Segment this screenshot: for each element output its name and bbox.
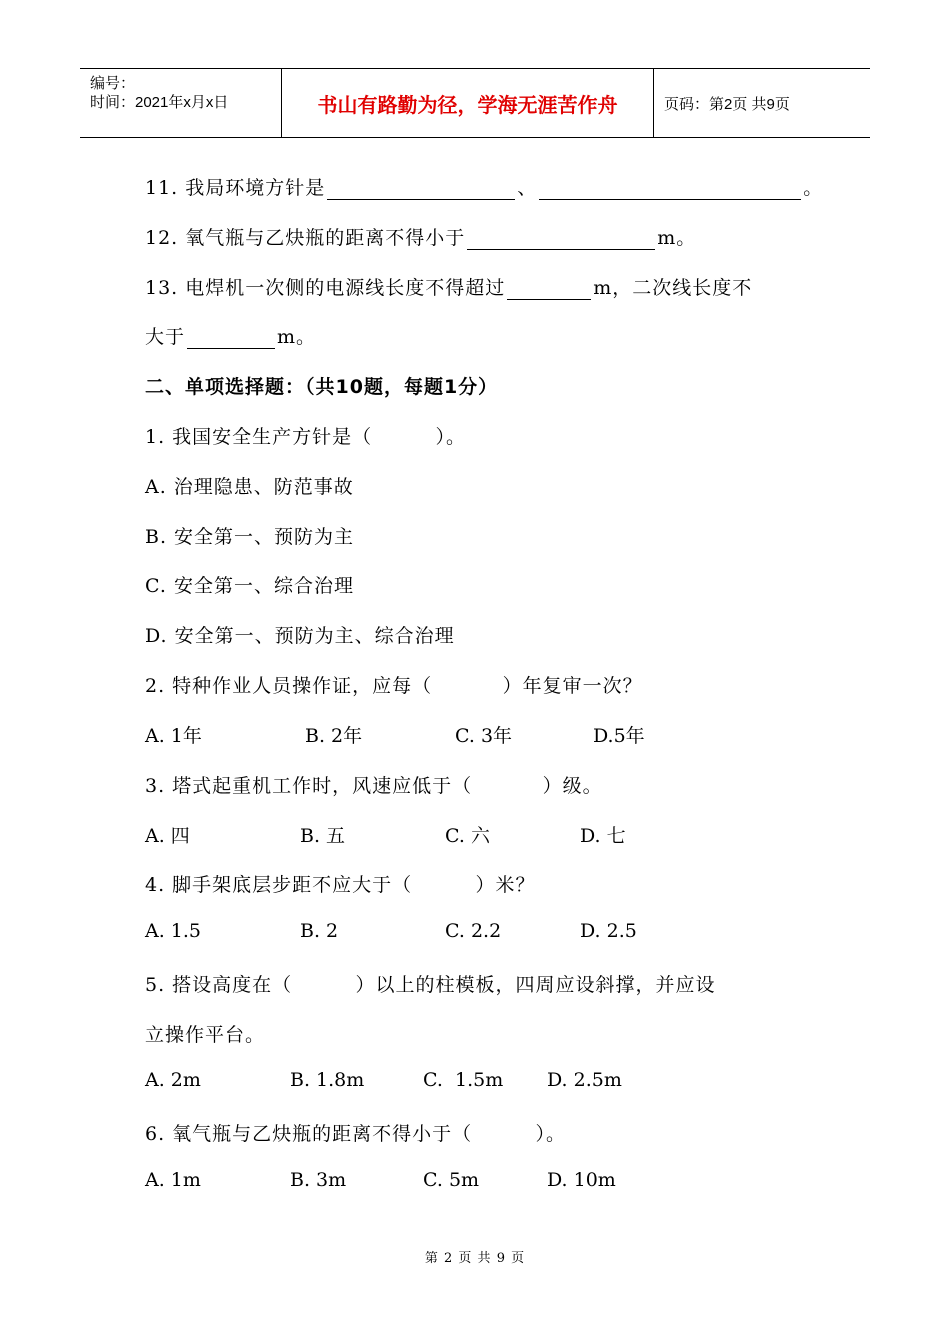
question-6-stem: 6. 氧气瓶与乙炔瓶的距离不得小于（ ）。 [145,1123,567,1145]
question-3-option-a[interactable]: A. 四 [145,825,190,847]
page-header [80,68,870,138]
question-4-option-a[interactable]: A. 1.5 [145,920,202,942]
answer-blank[interactable] [467,229,655,250]
question-1-option-c[interactable]: C. 安全第一、综合治理 [145,575,354,597]
question-6-option-b[interactable]: B. 3m [290,1169,347,1191]
question-13-end: m。 [277,326,317,348]
document-number-label: 编号： [90,75,136,92]
question-1-stem: 1. 我国安全生产方针是（ ）。 [145,426,467,448]
question-6-option-d[interactable]: D. 10m [547,1169,616,1191]
question-5-option-d[interactable]: D. 2.5m [547,1069,622,1091]
question-4-stem: 4. 脚手架底层步距不应大于（ ）米？ [145,874,536,896]
question-1-option-d[interactable]: D. 安全第一、预防为主、综合治理 [145,625,455,647]
question-1-option-a[interactable]: A. 治理隐患、防范事故 [145,476,354,498]
header-page-info: 页码：第2页 共9页 [664,96,790,113]
question-4-option-c[interactable]: C. 2.2 [445,920,502,942]
question-5-option-b[interactable]: B. 1.8m [290,1069,365,1091]
question-11 [145,173,823,200]
answer-blank[interactable] [327,179,515,200]
page-footer: 第 2 页 共 9 页 [424,1251,526,1266]
question-3-option-b[interactable]: B. 五 [300,825,346,847]
question-3-stem: 3. 塔式起重机工作时，风速应低于（ ）级。 [145,775,603,797]
question-11-separator: 、 [517,177,538,199]
question-5-option-c[interactable]: C. 1.5m [423,1069,504,1091]
question-4-option-b[interactable]: B. 2 [300,920,339,942]
question-6-option-a[interactable]: A. 1m [145,1169,201,1191]
question-13 [145,273,752,300]
header-motto: 书山有路勤为径，学海无涯苦作舟 [317,92,618,117]
question-11-text: 11. 我局环境方针是 [145,177,326,199]
section-title: 二、单项选择题：（共10题，每题1分） [145,376,499,398]
question-12-text: 12. 氧气瓶与乙炔瓶的距离不得小于 [145,227,466,249]
question-12-end: m。 [657,227,697,249]
question-13-mid: m，二次线长度不 [593,277,753,299]
question-4-option-d[interactable]: D. 2.5 [580,920,637,942]
question-5-stem: 5. 搭设高度在（ ）以上的柱模板，四周应设斜撑，并应设 [145,974,716,996]
question-2-option-d[interactable]: D.5年 [593,725,645,747]
answer-blank[interactable] [507,279,591,300]
document-time-label: 时间：2021年x月x日 [90,94,229,111]
question-13-text: 13. 电焊机一次侧的电源线长度不得超过 [145,277,506,299]
answer-blank[interactable] [187,328,275,349]
question-11-end: 。 [803,177,824,199]
question-6-option-c[interactable]: C. 5m [423,1169,480,1191]
question-2-option-a[interactable]: A. 1年 [145,725,202,747]
question-3-option-d[interactable]: D. 七 [580,825,626,847]
header-meta [80,69,281,137]
answer-blank[interactable] [539,179,801,200]
question-1-option-b[interactable]: B. 安全第一、预防为主 [145,526,355,548]
question-13-line2 [145,322,316,349]
question-2-option-c[interactable]: C. 3年 [455,725,513,747]
question-13-line2-text: 大于 [145,326,186,348]
question-3-option-c[interactable]: C. 六 [445,825,490,847]
header-divider [653,69,654,137]
question-12 [145,223,696,250]
question-2-stem: 2. 特种作业人员操作证，应每（ ）年复审一次？ [145,675,643,697]
question-5-stem-line2: 立操作平台。 [145,1024,266,1046]
question-2-option-b[interactable]: B. 2年 [305,725,363,747]
question-5-option-a[interactable]: A. 2m [145,1069,201,1091]
